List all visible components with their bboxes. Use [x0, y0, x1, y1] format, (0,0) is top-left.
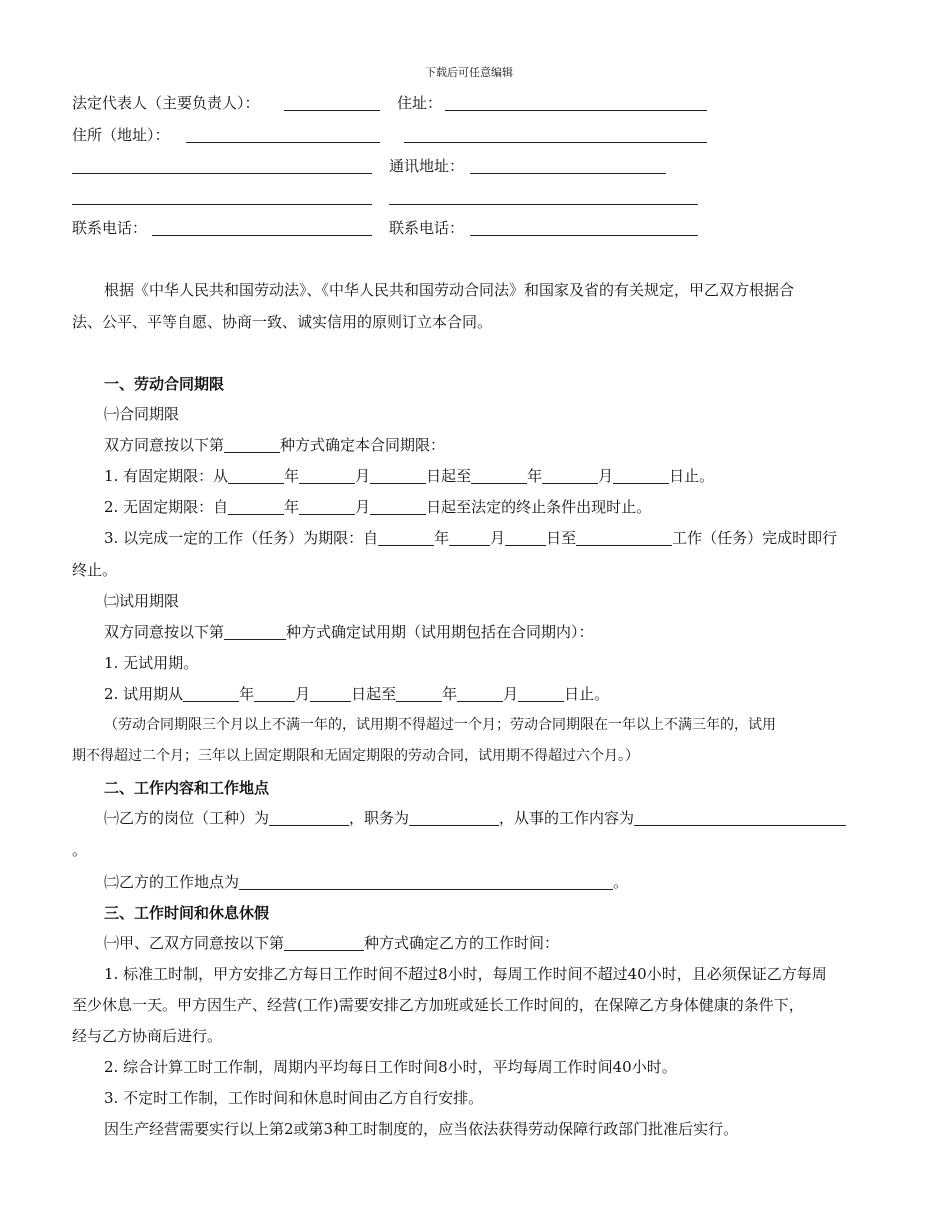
year-label: 年	[239, 685, 255, 703]
task-start-day[interactable]	[505, 528, 546, 546]
approval-note: 因生产经营需要实行以上第2或第3种工时制度的，应当依法获得劳动保障行政部门批准后实行。	[104, 1120, 739, 1138]
job-title-blank[interactable]	[409, 808, 499, 826]
probation-heading: ㈡试用期限	[104, 592, 180, 610]
fixed-end-day[interactable]	[613, 466, 669, 484]
year-label: 年	[284, 498, 300, 516]
prob-start-day[interactable]	[310, 684, 351, 702]
hours-method-blank[interactable]	[284, 933, 364, 951]
hours-agree-a: ㈠甲、乙双方同意按以下第	[104, 934, 285, 952]
standard-hours-1: 1. 标准工时制，甲方安排乙方每日工作时间不超过8小时，每周工作时间不超过40小时，且必须保证乙方每周	[104, 965, 827, 983]
year-label: 年	[442, 685, 458, 703]
standard-hours-3: 经与乙方协商后进行。	[72, 1027, 223, 1045]
section3-title: 三、工作时间和休息休假	[104, 904, 270, 922]
month-label: 月	[598, 467, 614, 485]
job-content-blank[interactable]	[634, 808, 846, 826]
probation-choose-b: 种方式确定试用期（试用期包括在合同期内）：	[286, 623, 594, 641]
work-place-label: ㈡乙方的工作地点为	[104, 873, 240, 891]
day-from-to-label: 日起至	[351, 685, 397, 703]
task-start-year[interactable]	[378, 528, 434, 546]
fixed-start-day[interactable]	[370, 466, 426, 484]
fixed-start-year[interactable]	[228, 466, 284, 484]
address-blank-2[interactable]	[72, 173, 372, 174]
job-line	[104, 808, 846, 828]
mailing-blank[interactable]	[470, 173, 666, 174]
term-method-blank[interactable]	[224, 435, 280, 453]
hours-agree-line	[104, 933, 559, 953]
job-line-end: 。	[72, 841, 88, 859]
work-place-line	[104, 872, 628, 892]
legal-rep-blank[interactable]	[284, 110, 380, 111]
month-label: 月	[295, 685, 311, 703]
prob-start-year[interactable]	[183, 684, 239, 702]
year-label: 年	[527, 467, 543, 485]
flexible-hours: 3. 不定时工作制，工作时间和休息时间由乙方自行安排。	[104, 1089, 484, 1107]
section1-title: 一、劳动合同期限	[104, 375, 225, 393]
job-content-label: ，从事的工作内容为	[499, 809, 635, 827]
mailing-label: 通讯地址：	[389, 157, 465, 175]
open-start-day[interactable]	[370, 497, 426, 515]
intro-line-2: 法、公平、平等自愿、协商一致、诚实信用的原则订立本合同。	[72, 313, 493, 331]
domicile-label: 住址：	[397, 94, 443, 112]
work-place-blank[interactable]	[239, 872, 613, 890]
blank-line-a[interactable]	[72, 204, 372, 205]
day-to-label: 日至	[546, 529, 577, 547]
domicile-blank[interactable]	[445, 110, 707, 111]
month-label: 月	[503, 685, 519, 703]
task-term-cont: 终止。	[72, 561, 118, 579]
fixed-term-label: 1. 有固定期限：从	[104, 467, 229, 485]
address-blank[interactable]	[186, 142, 380, 143]
header-note: 下载后可任意编辑	[425, 66, 513, 79]
task-term-label: 3. 以完成一定的工作（任务）为期限：自	[104, 529, 379, 547]
task-blank[interactable]	[576, 528, 672, 546]
task-term-line	[104, 528, 837, 548]
prob-end-year[interactable]	[396, 684, 442, 702]
prob-start-month[interactable]	[254, 684, 295, 702]
choose-term-b: 种方式确定本合同期限：	[280, 436, 446, 454]
task-start-month[interactable]	[449, 528, 490, 546]
probation-period-label: 2. 试用期从	[104, 685, 184, 703]
address-label: 住所（地址）：	[72, 126, 170, 144]
task-term-end: 工作（任务）完成时即行	[672, 529, 838, 547]
prob-end-month[interactable]	[457, 684, 503, 702]
probation-choose-a: 双方同意按以下第	[104, 623, 225, 641]
year-label: 年	[434, 529, 450, 547]
probation-note-1: （劳动合同期限三个月以上不满一年的，试用期不得超过一个月；劳动合同期限在一年以上不满三年的，试用	[104, 717, 776, 733]
month-label: 月	[355, 467, 371, 485]
month-label: 月	[355, 498, 371, 516]
contract-term-heading: ㈠合同期限	[104, 405, 180, 423]
comprehensive-hours: 2. 综合计算工时工作制，周期内平均每日工作时间8小时，平均每周工作时间40小时。	[104, 1058, 677, 1076]
day-from-to-label: 日起至	[426, 467, 472, 485]
probation-choose-line	[104, 622, 594, 642]
job-title-label: ，职务为	[349, 809, 410, 827]
day-end-label: 日止。	[669, 467, 715, 485]
work-place-end: 。	[613, 873, 629, 891]
day-end-label: 日止。	[564, 685, 610, 703]
intro-line-1: 根据《中华人民共和国劳动法》、《中华人民共和国劳动合同法》和国家及省的有关规定，甲乙双方根据合	[104, 281, 795, 299]
job-post-label: ㈠乙方的岗位（工种）为	[104, 809, 270, 827]
standard-hours-2: 至少休息一天。甲方因生产、经营(工作)需要安排乙方加班或延长工作时间的，在保障乙方身体健康的条件下，	[72, 996, 804, 1014]
probation-method-blank[interactable]	[224, 622, 286, 640]
fixed-term-line	[104, 466, 714, 486]
fixed-end-year[interactable]	[471, 466, 527, 484]
open-term-end: 日起至法定的终止条件出现时止。	[426, 498, 652, 516]
blank-line-b[interactable]	[389, 204, 698, 205]
fixed-end-month[interactable]	[542, 466, 598, 484]
legal-rep-label: 法定代表人（主要负责人）：	[72, 94, 260, 112]
phone-label-a: 联系电话：	[72, 219, 148, 237]
section2-title: 二、工作内容和工作地点	[104, 779, 270, 797]
prob-end-day[interactable]	[518, 684, 564, 702]
job-post-blank[interactable]	[269, 808, 349, 826]
year-label: 年	[284, 467, 300, 485]
probation-note-2: 期不得超过二个月；三年以上固定期限和无固定期限的劳动合同，试用期不得超过六个月。）	[72, 748, 639, 764]
choose-term-a: 双方同意按以下第	[104, 436, 225, 454]
no-probation: 1. 无试用期。	[104, 654, 199, 672]
phone-blank-b[interactable]	[470, 235, 698, 236]
open-term-label: 2. 无固定期限：自	[104, 498, 229, 516]
choose-term-line	[104, 435, 445, 455]
fixed-start-month[interactable]	[299, 466, 355, 484]
phone-blank-a[interactable]	[152, 235, 372, 236]
open-term-line	[104, 497, 651, 517]
phone-label-b: 联系电话：	[389, 219, 465, 237]
probation-period-line	[104, 684, 609, 704]
open-start-year[interactable]	[228, 497, 284, 515]
month-label: 月	[490, 529, 506, 547]
open-start-month[interactable]	[299, 497, 355, 515]
hours-agree-b: 种方式确定乙方的工作时间：	[364, 934, 560, 952]
address-blank-b[interactable]	[404, 142, 707, 143]
